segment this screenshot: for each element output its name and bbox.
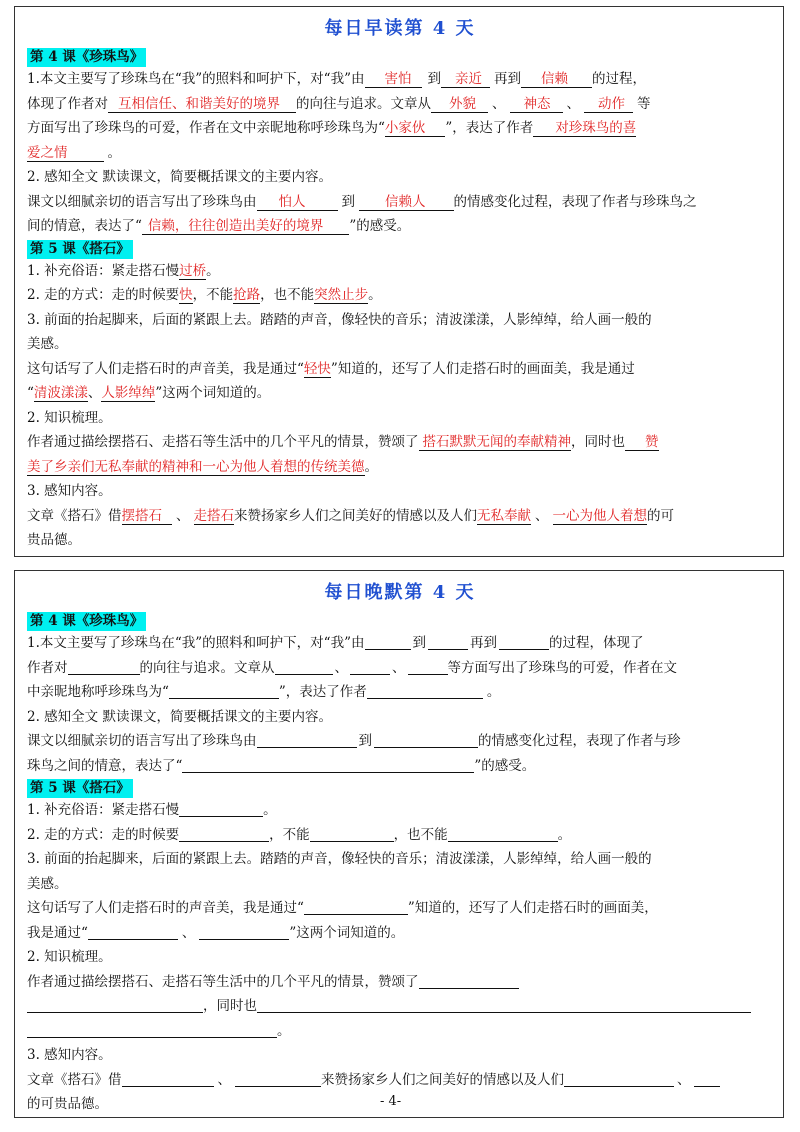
morning-l5-q2: 2. 走的方式：走的时候要快，不能抢路，也不能突然止步。 <box>27 287 382 303</box>
answer-blank: 走搭石 <box>193 507 234 524</box>
evening-l5-q4-line1: 作者通过描绘摆搭石、走搭石等生活中的几个平凡的情景，赞颂了 <box>27 970 773 995</box>
answer-blank: 一心为他人着想 <box>552 507 647 524</box>
fill-blank[interactable] <box>257 731 357 748</box>
morning-l4-q2-head: 2. 感知全文 默读课文，简要概括课文的主要内容。 <box>27 169 332 185</box>
evening-l4-q2-head: 2. 感知全文 默读课文，简要概括课文的主要内容。 <box>27 708 332 725</box>
answer-blank: 突然止步 <box>314 287 369 303</box>
fill-blank[interactable] <box>275 658 333 675</box>
answer-blank: 清波漾漾 <box>33 385 88 401</box>
fill-blank[interactable] <box>88 923 178 940</box>
answer-blank: 无私奉献 <box>477 507 531 524</box>
evening-dictation-panel <box>14 570 784 1118</box>
evening-l5-q4-head: 2. 知识梳理。 <box>27 949 112 965</box>
morning-l4-q2-line2: 间的情意，表达了“ 信赖，往往创造出美好的境界 ”的感受。 <box>27 218 411 234</box>
fill-blank[interactable] <box>179 800 263 817</box>
answer-blank: 信赖人 <box>359 194 454 211</box>
fill-blank[interactable] <box>499 633 549 650</box>
morning-l5-q3-line2: 美感。 <box>27 336 68 352</box>
answer-blank: 赞 <box>625 434 659 451</box>
morning-l5-q5-line1: 文章《搭石》借摆搭石 、 走搭石来赞扬家乡人们之间美好的情感以及人们无私奉献 、 一心为他人着想的可 <box>27 507 674 524</box>
evening-l5-q2: 2. 走的方式：走的时候要 ，不能 ，也不能 。 <box>27 826 572 843</box>
fill-blank[interactable] <box>122 1070 214 1087</box>
fill-blank[interactable] <box>350 658 390 675</box>
evening-l5-q4-line2: ，同时也 <box>27 994 773 1019</box>
answer-blank: 怕人 <box>257 194 338 211</box>
answer-blank: 神态 <box>510 96 563 113</box>
fill-blank[interactable] <box>408 658 448 675</box>
answer-blank: 信赖，往往创造出美好的境界 <box>142 218 350 235</box>
evening-l4-q1-line2: 作者对 的向往与追求。文章从 、 、 等方面写出了珍珠鸟的可爱，作者在文 <box>27 659 677 676</box>
answer-blank: 过桥 <box>179 262 207 279</box>
lesson4-heading: 第 4 课《珍珠鸟》 <box>27 612 146 631</box>
fill-blank[interactable] <box>448 825 558 842</box>
evening-l4-q2-line2: 珠鸟之间的情意，表达了“ ”的感受。 <box>27 757 536 774</box>
evening-l4-q2-line1: 课文以细腻亲切的语言写出了珍珠鸟由 到 的情感变化过程，表现了作者与珍 <box>27 733 681 749</box>
fill-blank[interactable] <box>428 633 468 650</box>
fill-blank[interactable] <box>27 1021 277 1038</box>
morning-l5-q4-line1: 作者通过描绘摆搭石、走搭石等生活中的几个平凡的情景，赞颂了 搭石默默无闻的奉献精神，同时也 赞 <box>27 434 659 450</box>
page-number: - 4- <box>380 1094 402 1109</box>
answer-blank: 对珍珠鸟的喜 <box>533 120 636 137</box>
answer-blank: 小家伙 <box>385 120 446 137</box>
lesson5-heading: 第 5 课《搭石》 <box>27 779 133 798</box>
morning-l5-q3-line1: 3. 前面的抬起脚来，后面的紧跟上去。踏踏的声音，像轻快的音乐；清波漾漾，人影绰绰，给人画一般的 <box>27 311 652 328</box>
fill-blank[interactable] <box>235 1070 321 1087</box>
fill-blank[interactable] <box>257 996 751 1013</box>
evening-l5-q3-line1: 3. 前面的抬起脚来，后面的紧跟上去。踏踏的声音，像轻快的音乐；清波漾漾，人影绰绰，给人画一般的 <box>27 851 652 867</box>
lesson5-heading: 第 5 课《搭石》 <box>27 240 133 259</box>
morning-l5-q3-line4: “清波漾漾、人影绰绰”这两个词知道的。 <box>27 385 271 401</box>
morning-l4-q2-line1: 课文以细腻亲切的语言写出了珍珠鸟由 怕人 到 信赖人 的情感变化过程，表现了作者与珍珠鸟之 <box>27 193 697 210</box>
fill-blank[interactable] <box>419 972 519 989</box>
answer-blank: 外貌 <box>431 96 488 113</box>
evening-l5-q5-head: 3. 感知内容。 <box>27 1047 112 1063</box>
fill-blank[interactable] <box>374 731 478 748</box>
answer-blank: 人影绰绰 <box>101 385 156 401</box>
fill-blank[interactable] <box>199 923 289 940</box>
answer-blank: 爱之情 <box>27 145 104 162</box>
fill-blank[interactable] <box>68 658 140 675</box>
answer-blank: 摆搭石 <box>122 508 173 525</box>
fill-blank[interactable] <box>694 1070 720 1087</box>
fill-blank[interactable] <box>27 996 203 1013</box>
fill-blank[interactable] <box>564 1070 674 1087</box>
fill-blank[interactable] <box>310 825 394 842</box>
answer-blank: 搭石默默无闻的奉献精神 <box>419 434 572 451</box>
evening-l5-q3-line4: 我是通过“ 、 ”这两个词知道的。 <box>27 924 405 941</box>
evening-l4-q1-line1: 1.本文主要写了珍珠鸟在“我”的照料和呵护下，对“我”由 到 再到 的过程，体现了 <box>27 635 644 651</box>
answer-blank: 抢路 <box>233 287 261 303</box>
lesson4-heading: 第 4 课《珍珠鸟》 <box>27 48 146 67</box>
morning-l4-q1-line4: 爱之情 。 <box>27 144 121 161</box>
morning-l5-q1: 1. 补充俗语：紧走搭石慢过桥。 <box>27 262 220 279</box>
fill-blank[interactable] <box>182 756 474 773</box>
evening-l5-q4-line3: 。 <box>27 1019 773 1044</box>
fill-blank[interactable] <box>365 633 411 650</box>
answer-blank: 动作 <box>584 96 633 113</box>
morning-l4-q1-line3: 方面写出了珍珠鸟的可爱，作者在文中亲昵地称呼珍珠鸟为“小家伙 ”，表达了作者 对珍珠鸟的喜 <box>27 120 637 136</box>
answer-blank: 害怕 <box>365 71 422 88</box>
fill-blank[interactable] <box>367 682 483 699</box>
answer-blank: 快 <box>179 287 193 303</box>
evening-l5-q3-line3: 这句话写了人们走搭石时的声音美，我是通过“ ”知道的，还写了人们走搭石时的画面美， <box>27 900 658 916</box>
morning-title: 每日早读第 4 天 <box>324 18 476 39</box>
answer-blank: 信赖 <box>521 71 592 88</box>
fill-blank[interactable] <box>179 825 269 842</box>
morning-l4-q1-line2: 体现了作者对 互相信任、和谐美好的境界 的向往与追求。文章从 外貌 、 神态 、 动作 等 <box>27 95 651 112</box>
morning-l5-q3-line3: 这句话写了人们走搭石时的声音美，我是通过“轻快”知道的，还写了人们走搭石时的画面美，我是通过 <box>27 360 635 377</box>
answer-blank: 亲近 <box>441 71 490 88</box>
answer-blank: 美了乡亲们无私奉献的精神和一心为他人着想的传统美德 <box>27 458 365 475</box>
evening-l5-q3-line2: 美感。 <box>27 875 68 892</box>
answer-blank: 互相信任、和谐美好的境界 <box>108 96 296 113</box>
fill-blank[interactable] <box>304 898 408 915</box>
morning-l4-q1-line1: 1.本文主要写了珍珠鸟在“我”的照料和呵护下，对“我”由 害怕 到 亲近 再到 信赖 的过程， <box>27 71 646 87</box>
morning-reading-panel <box>14 6 784 557</box>
evening-l4-q1-line3: 中亲昵地称呼珍珠鸟为“ ”，表达了作者 。 <box>27 684 501 700</box>
morning-l5-q5-head: 3. 感知内容。 <box>27 483 112 499</box>
answer-blank: 轻快 <box>303 360 331 377</box>
evening-l5-q1: 1. 补充俗语：紧走搭石慢 。 <box>27 802 277 818</box>
fill-blank[interactable] <box>169 682 279 699</box>
evening-title: 每日晚默第 4 天 <box>324 582 476 603</box>
evening-l5-q5-line1: 文章《搭石》借 、 来赞扬家乡人们之间美好的情感以及人们 、 <box>27 1068 773 1093</box>
evening-l5-q5-line2: 的可贵品德。 <box>27 1096 108 1112</box>
morning-l5-q4-head: 2. 知识梳理。 <box>27 409 112 426</box>
morning-l5-q4-line2: 美了乡亲们无私奉献的精神和一心为他人着想的传统美德。 <box>27 458 378 475</box>
morning-l5-q5-line2: 贵品德。 <box>27 532 81 548</box>
